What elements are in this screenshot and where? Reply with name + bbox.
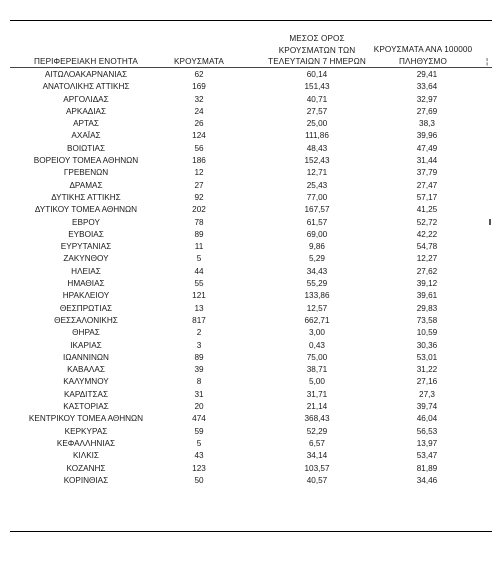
cell-per100k: 38,3 — [419, 119, 435, 129]
cell-per100k: 27,69 — [416, 106, 438, 116]
table-row — [0, 340, 492, 352]
cell-avg7: 27,57 — [306, 106, 328, 116]
table-row — [0, 94, 492, 106]
cell-per100k: 29,41 — [416, 70, 438, 79]
cell-region: ΚΑΡΔΙΤΣΑΣ — [63, 389, 109, 399]
table-row — [0, 204, 492, 216]
cell-avg7: 40,57 — [306, 475, 328, 485]
cell-cases: 44 — [194, 266, 204, 276]
cell-avg7: 5,29 — [309, 254, 325, 264]
cell-avg7: 133,86 — [304, 291, 330, 301]
cell-region: ΖΑΚΥΝΘΟΥ — [63, 254, 109, 264]
cell-avg7: 368,43 — [304, 414, 330, 424]
header-underline — [10, 67, 492, 68]
cell-per100k: 27,16 — [416, 377, 438, 387]
cell-per100k: 53,01 — [416, 352, 438, 362]
cell-per100k: 29,83 — [416, 303, 438, 313]
cell-per100k: 32,97 — [416, 94, 438, 104]
cropped-edge-mark — [489, 219, 491, 225]
table-row — [0, 376, 492, 388]
cell-region: ΓΡΕΒΕΝΩΝ — [63, 168, 109, 178]
cell-region: ΑΧΑΪΑΣ — [71, 131, 101, 141]
cell-avg7: 12,71 — [306, 168, 328, 178]
cell-cases: 39 — [194, 365, 204, 375]
table-row — [0, 303, 492, 315]
cell-avg7: 38,71 — [306, 365, 328, 375]
cell-per100k: 53,47 — [416, 451, 438, 461]
cell-per100k: 57,17 — [416, 192, 438, 202]
table-row — [0, 413, 492, 425]
cell-per100k: 81,89 — [416, 463, 438, 473]
cell-cases: 3 — [196, 340, 202, 350]
cell-avg7: 25,00 — [306, 119, 328, 129]
cell-region: ΑΡΚΑΔΙΑΣ — [65, 106, 107, 116]
table-row — [0, 130, 492, 142]
cell-cases: 5 — [196, 254, 202, 264]
cell-cases: 26 — [194, 119, 204, 129]
cell-region: ΔΥΤΙΚΗΣ ΑΤΤΙΚΗΣ — [51, 192, 121, 202]
cell-cases: 13 — [194, 303, 204, 313]
cell-region: ΚΑΣΤΟΡΙΑΣ — [63, 402, 109, 412]
cell-region: ΕΥΡΥΤΑΝΙΑΣ — [60, 242, 112, 252]
table-row — [0, 266, 492, 278]
cell-avg7: 75,00 — [306, 352, 328, 362]
cell-cases: 2 — [196, 328, 202, 338]
table-row — [0, 69, 492, 81]
cell-cases: 59 — [194, 426, 204, 436]
cell-avg7: 152,43 — [304, 156, 330, 166]
header-region: ΠΕΡΙΦΕΡΕΙΑΚΗ ΕΝΟΤΗΤΑ — [34, 57, 138, 66]
cell-cases: 474 — [192, 414, 206, 424]
header-per100k-line1: ΚΡΟΥΣΜΑΤΑ ΑΝΑ 100000 — [373, 45, 473, 54]
cell-per100k: 34,46 — [416, 475, 438, 485]
cell-per100k: 27,3 — [419, 389, 435, 399]
cell-region: ΚΑΛΥΜΝΟΥ — [63, 377, 109, 387]
cell-avg7: 21,14 — [306, 402, 328, 412]
cell-region: ΘΕΣΠΡΩΤΙΑΣ — [59, 303, 113, 313]
cell-per100k: 27,47 — [416, 180, 438, 190]
cell-region: ΚΙΛΚΙΣ — [72, 451, 99, 461]
cell-region: ΙΩΑΝΝΙΝΩΝ — [63, 352, 109, 362]
table-row — [0, 143, 492, 155]
cell-avg7: 9,86 — [309, 242, 325, 252]
table-row — [0, 217, 492, 229]
cell-region: ΗΜΑΘΙΑΣ — [67, 279, 105, 289]
table-row — [0, 315, 492, 327]
table-row — [0, 426, 492, 438]
cell-avg7: 34,14 — [306, 451, 328, 461]
table-row — [0, 352, 492, 364]
header-per100k — [368, 44, 478, 67]
cell-per100k: 39,61 — [416, 291, 438, 301]
cell-cases: 8 — [196, 377, 202, 387]
cell-per100k: 39,96 — [416, 131, 438, 141]
cell-region: ΙΚΑΡΙΑΣ — [70, 340, 102, 350]
cell-avg7: 167,57 — [304, 205, 330, 215]
cell-avg7: 31,71 — [306, 389, 328, 399]
cell-cases: 169 — [192, 82, 206, 92]
cell-region: ΔΡΑΜΑΣ — [69, 180, 103, 190]
cell-per100k: 46,04 — [416, 414, 438, 424]
cell-cases: 89 — [194, 229, 204, 239]
table-row — [0, 327, 492, 339]
header-per100k-line2: ΠΛΗΘΥΣΜΟ — [399, 56, 447, 66]
cell-per100k: 10,59 — [416, 328, 438, 338]
cell-avg7: 103,57 — [304, 463, 330, 473]
table-row — [0, 155, 492, 167]
cell-per100k: 73,58 — [416, 315, 438, 325]
cell-cases: 123 — [192, 463, 206, 473]
cell-cases: 89 — [194, 352, 204, 362]
header-avg7-line1: ΜΕΣΟΣ ΟΡΟΣ — [289, 34, 345, 43]
table-row — [0, 106, 492, 118]
cell-avg7: 34,43 — [306, 266, 328, 276]
cell-cases: 24 — [194, 106, 204, 116]
table-row — [0, 241, 492, 253]
cell-avg7: 3,00 — [309, 328, 325, 338]
table-row — [0, 180, 492, 192]
cell-cases: 31 — [194, 389, 204, 399]
table-row — [0, 364, 492, 376]
cell-avg7: 69,00 — [306, 229, 328, 239]
cell-per100k: 27,62 — [416, 266, 438, 276]
cell-avg7: 48,43 — [306, 143, 328, 153]
cell-per100k: 37,79 — [416, 168, 438, 178]
cell-cases: 12 — [194, 168, 204, 178]
table-row — [0, 401, 492, 413]
cell-region: ΗΛΕΙΑΣ — [71, 266, 101, 276]
table-row — [0, 475, 492, 487]
cell-per100k: 42,22 — [416, 229, 438, 239]
header-avg7-line2: ΚΡΟΥΣΜΑΤΩΝ ΤΩΝ — [278, 45, 356, 55]
cell-per100k: 30,36 — [416, 340, 438, 350]
cell-avg7: 0,43 — [309, 340, 325, 350]
cell-per100k: 54,78 — [416, 242, 438, 252]
cell-avg7: 12,57 — [306, 303, 328, 313]
table-row — [0, 438, 492, 450]
cell-per100k: 33,64 — [416, 82, 438, 92]
table-row — [0, 278, 492, 290]
cell-avg7: 111,86 — [305, 131, 329, 141]
cell-cases: 20 — [194, 402, 204, 412]
cell-cases: 27 — [194, 180, 204, 190]
cell-region: ΑΙΤΩΛΟΑΚΑΡΝΑΝΙΑΣ — [44, 70, 128, 79]
table-row — [0, 192, 492, 204]
cell-cases: 32 — [194, 94, 204, 104]
table-row — [0, 389, 492, 401]
cell-per100k: 13,97 — [416, 438, 438, 448]
cell-per100k: 52,72 — [416, 217, 438, 227]
cell-region: ΑΝΑΤΟΛΙΚΗΣ ΑΤΤΙΚΗΣ — [42, 82, 130, 92]
top-rule — [10, 20, 492, 21]
table-row — [0, 81, 492, 93]
cell-region: ΚΕΦΑΛΛΗΝΙΑΣ — [56, 438, 116, 448]
cell-region: ΗΡΑΚΛΕΙΟΥ — [62, 291, 110, 301]
cell-avg7: 6,57 — [309, 438, 325, 448]
cell-avg7: 77,00 — [306, 192, 328, 202]
cell-region: ΘΕΣΣΑΛΟΝΙΚΗΣ — [54, 315, 118, 325]
cell-region: ΒΟΡΕΙΟΥ ΤΟΜΕΑ ΑΘΗΝΩΝ — [33, 156, 139, 166]
cell-avg7: 52,29 — [306, 426, 328, 436]
cell-cases: 43 — [194, 451, 204, 461]
cell-cases: 56 — [194, 143, 204, 153]
cell-region: ΚΟΡΙΝΘΙΑΣ — [63, 475, 109, 485]
cell-cases: 50 — [194, 475, 204, 485]
cell-region: ΘΗΡΑΣ — [72, 328, 100, 338]
header-avg7-line3: ΤΕΛΕΥΤΑΙΩΝ 7 ΗΜΕΡΩΝ — [268, 57, 366, 66]
bottom-rule — [10, 531, 492, 532]
cell-cases: 11 — [194, 242, 204, 252]
cell-region: ΚΑΒΑΛΑΣ — [67, 365, 105, 375]
table-row — [0, 167, 492, 179]
cell-cases: 62 — [194, 70, 204, 79]
table-row — [0, 290, 492, 302]
cell-region: ΕΒΡΟΥ — [72, 217, 100, 227]
cell-avg7: 40,71 — [306, 94, 328, 104]
cell-per100k: 47,49 — [416, 143, 438, 153]
cell-region: ΚΟΖΑΝΗΣ — [66, 463, 106, 473]
table-row — [0, 118, 492, 130]
cell-cases: 124 — [192, 131, 206, 141]
cell-region: ΚΕΝΤΡΙΚΟΥ ΤΟΜΕΑ ΑΘΗΝΩΝ — [28, 414, 144, 424]
cell-per100k: 39,74 — [416, 402, 438, 412]
header-avg7 — [263, 33, 371, 68]
cell-region: ΕΥΒΟΙΑΣ — [68, 229, 104, 239]
cell-cases: 202 — [192, 205, 206, 215]
cell-avg7: 662,71 — [304, 315, 330, 325]
cell-avg7: 55,29 — [306, 279, 328, 289]
table-row — [0, 450, 492, 462]
cell-avg7: 25,43 — [306, 180, 328, 190]
cell-per100k: 56,53 — [416, 426, 438, 436]
cell-per100k: 41,25 — [416, 205, 438, 215]
table-body — [0, 69, 492, 487]
table-row — [0, 253, 492, 265]
cell-per100k: 31,22 — [416, 365, 438, 375]
cell-cases: 186 — [192, 156, 206, 166]
cell-cases: 78 — [194, 217, 204, 227]
cell-cases: 817 — [192, 315, 206, 325]
cell-per100k: 39,12 — [416, 279, 438, 289]
table-row — [0, 229, 492, 241]
cell-per100k: 12,27 — [416, 254, 438, 264]
cell-avg7: 61,57 — [306, 217, 328, 227]
cell-cases: 121 — [192, 291, 206, 301]
cell-cases: 5 — [196, 438, 202, 448]
cell-region: ΑΡΤΑΣ — [73, 119, 99, 129]
cell-region: ΚΕΡΚΥΡΑΣ — [64, 426, 108, 436]
header-cases: ΚΡΟΥΣΜΑΤΑ — [174, 57, 224, 66]
cell-avg7: 60,14 — [306, 70, 328, 79]
cell-avg7: 151,43 — [304, 82, 330, 92]
cell-region: ΔΥΤΙΚΟΥ ΤΟΜΕΑ ΑΘΗΝΩΝ — [34, 205, 138, 215]
cell-region: ΑΡΓΟΛΙΔΑΣ — [63, 94, 109, 104]
table-row — [0, 463, 492, 475]
cell-region: ΒΟΙΩΤΙΑΣ — [66, 143, 106, 153]
cell-avg7: 5,00 — [309, 377, 325, 387]
cell-cases: 55 — [194, 279, 204, 289]
cell-cases: 92 — [194, 192, 204, 202]
header-cropped-marker: ¦ — [486, 57, 489, 66]
cell-per100k: 31,44 — [416, 156, 438, 166]
